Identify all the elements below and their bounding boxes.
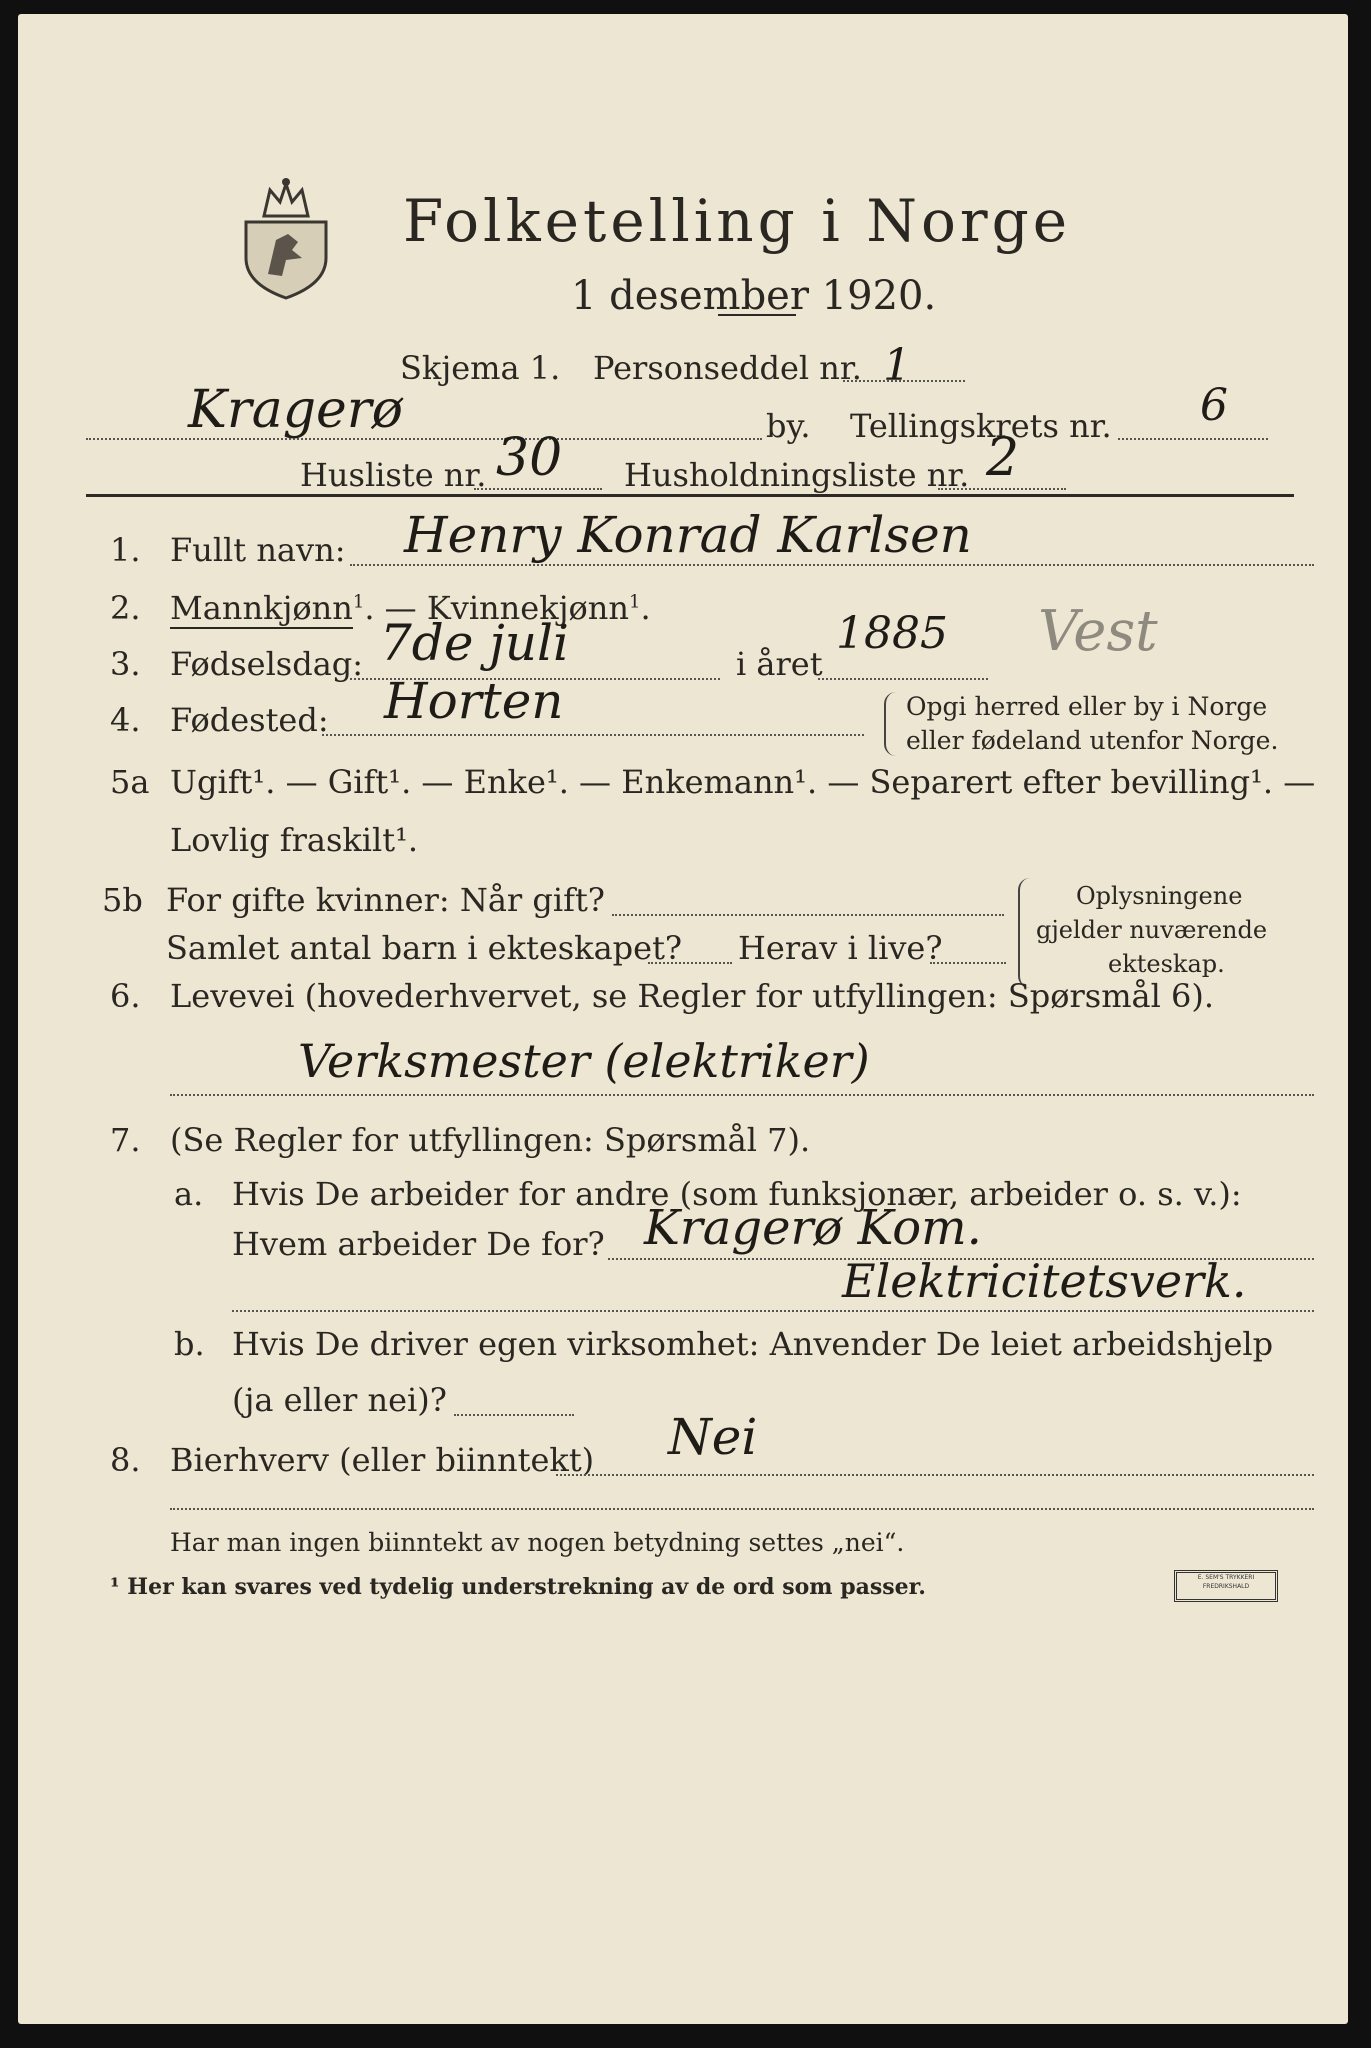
q8-number: 8. [110,1441,141,1479]
q5b-side-note-1: Oplysningene [1076,882,1243,910]
coat-of-arms-icon [236,176,336,300]
q2-number: 2. [110,589,141,627]
city-line [86,438,762,440]
q8-label: Bierhverv (eller biinntekt) [170,1441,595,1479]
q1-number: 1. [110,531,141,569]
footer-divider [170,1508,1314,1510]
q5a-number: 5a [110,763,150,801]
footer-note: Har man ingen biinntekt av nogen betydning settes „nei“. [170,1528,905,1557]
q3-label: Fødselsdag: [170,645,364,683]
q3-number: 3. [110,645,141,683]
q7a-letter: a. [174,1175,204,1213]
q7a-employer-2: Elektricitetsverk. [842,1254,1247,1308]
q5b-side-note-2: gjelder nuværende [1036,916,1268,944]
husliste-label: Husliste nr. [300,456,487,494]
q7b-line2: (ja eller nei)? [232,1381,447,1419]
q3-day-value: 7de juli [380,614,569,672]
tellingskrets-line [1118,438,1268,440]
form-title: Folketelling i Norge [403,187,1072,255]
q2-options: Mannkjønn$^1$. — Kvinnekjønn$^1$. [170,589,651,627]
q4-brace [884,692,896,756]
husholdning-line [938,488,1066,490]
q6-value: Verksmester (elektriker) [298,1034,870,1088]
q4-number: 4. [110,701,141,739]
census-date: 1 desember 1920. [571,273,937,319]
footnote: ¹ Her kan svares ved tydelig understrekning av de ord som passer. [110,1574,926,1600]
husliste-value: 30 [496,428,563,488]
skjema-label: Skjema 1. [400,349,561,387]
q5b-side-note-3: ekteskap. [1108,950,1225,978]
q5a-options-2: Lovlig fraskilt¹. [170,821,419,859]
q1-line [350,564,1314,566]
census-form [18,14,1348,2024]
husholdning-label: Husholdningsliste nr. [624,456,970,494]
q4-side-note-2: eller fødeland utenfor Norge. [906,726,1279,755]
title-divider [718,314,796,316]
q5b-number: 5b [102,881,143,919]
city-value: Kragerø [188,380,403,440]
tellingskrets-value: 6 [1200,380,1228,431]
q5b-alive-line [930,962,1006,964]
q7a-employer: Kragerø Kom. [644,1200,982,1256]
q5b-brace [1018,878,1030,988]
header-divider [86,494,1294,497]
q1-label: Fullt navn: [170,531,346,569]
q7-number: 7. [110,1121,141,1159]
female-option: Kvinnekjønn [426,589,629,627]
q6-label: Levevei (hovederhvervet, se Regler for utfyllingen: Spørsmål 6). [170,977,1215,1015]
q4-side-note-1: Opgi herred eller by i Norge [906,692,1268,721]
q3-year-line [818,678,988,680]
q5b-alive-label: Herav i live? [738,929,943,967]
male-option: Mannkjønn [170,589,353,627]
q6-line [170,1094,1314,1096]
q8-value: Nei [668,1408,758,1466]
city-label: by. [766,407,811,445]
q1-value: Henry Konrad Karlsen [404,506,972,564]
q5b-children-label: Samlet antal barn i ekteskapet? [166,929,683,967]
q6-number: 6. [110,977,141,1015]
tellingskrets-label: Tellingskrets nr. [850,407,1112,445]
q4-label: Fødested: [170,701,329,739]
q4-line [322,734,864,736]
personseddel-label: Personseddel nr. [593,349,862,387]
q7b-line1: Hvis De driver egen virksomhet: Anvender De leiet arbeidshjelp [232,1325,1274,1363]
q3-annotation: Vest [1038,599,1158,664]
q3-year-label: i året [736,645,823,683]
q7b-letter: b. [174,1325,205,1363]
husholdning-value: 2 [986,428,1020,488]
q5b-children-line [648,962,732,964]
personseddel-value: 1 [883,340,911,391]
husliste-line [474,488,602,490]
q7-label: (Se Regler for utfyllingen: Spørsmål 7). [170,1121,811,1159]
q7a-line2: Hvem arbeider De for? [232,1225,605,1263]
q4-value: Horten [384,672,564,730]
q8-line [556,1474,1314,1476]
q7b-line [454,1414,574,1416]
q5a-options: Ugift¹. — Gift¹. — Enke¹. — Enkemann¹. — Separert efter bevilling¹. — [170,763,1316,801]
q7a-line-2 [232,1310,1314,1312]
q7a-line1: Hvis De arbeider for andre (som funksjonær, arbeider o. s. v.): [232,1175,1242,1213]
q3-year-value: 1885 [836,608,948,659]
q5b-line1: For gifte kvinner: Når gift? [166,881,605,919]
q5b-married-line [612,914,1004,916]
printer-stamp: E. SEM'S TRYKKERI FREDRIKSHALD [1174,1570,1278,1602]
